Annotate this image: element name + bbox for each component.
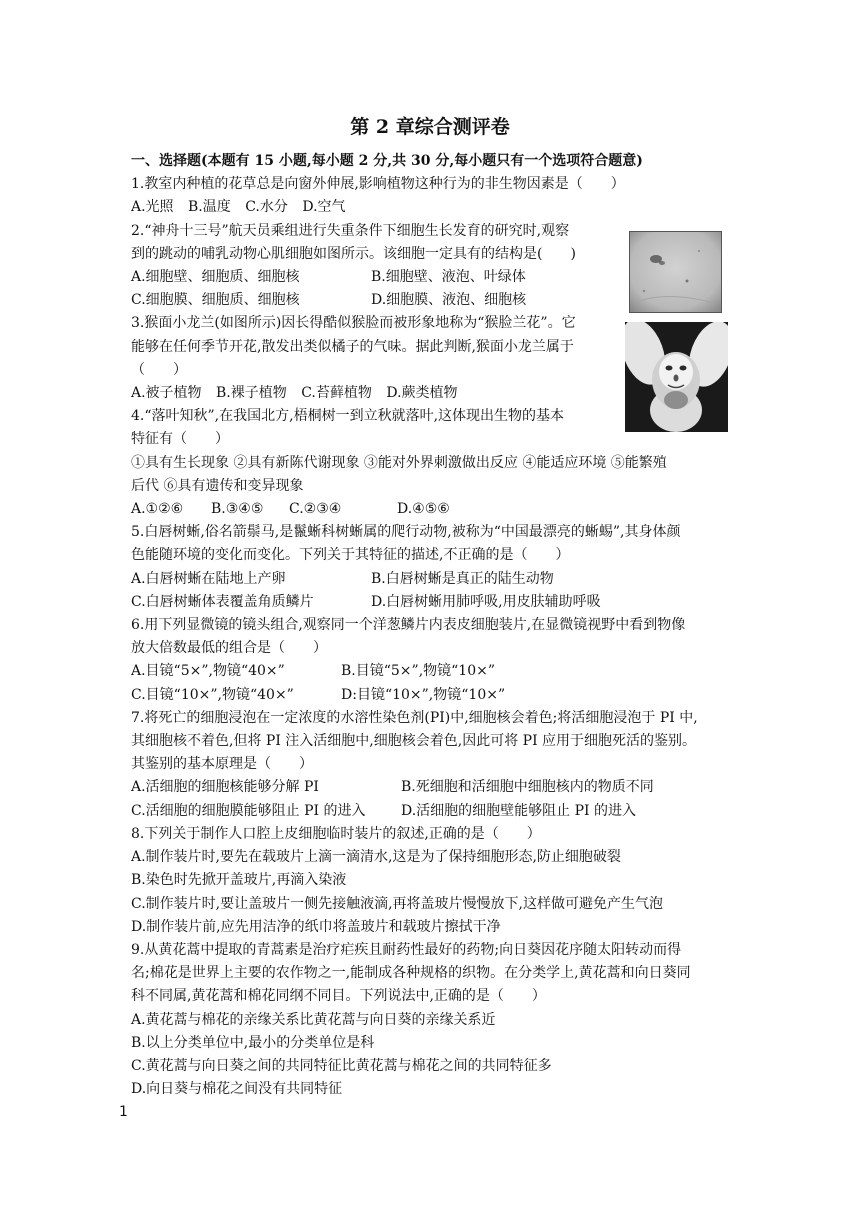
q7-option-a: A.活细胞的细胞核能够分解 PI <box>131 779 319 796</box>
q2-option-d: D.细胞膜、液泡、细胞核 <box>371 292 527 309</box>
q5-option-a: A.白唇树蜥在陆地上产卵 <box>131 570 286 587</box>
q1-option-c: C.水分 <box>245 199 288 216</box>
q9-option-c: C.黄花蒿与向日葵之间的共同特征比黄花蒿与棉花之间的共同特征多 <box>131 1057 552 1074</box>
q5-option-d: D.白唇树蜥用肺呼吸,用皮肤辅助呼吸 <box>371 593 601 610</box>
q8-option-c: C.制作装片时,要让盖玻片一侧先接触液滴,再将盖玻片慢慢放下,这样做可避免产生气泡 <box>131 895 664 912</box>
q2-stem-line: 到的跳动的哺乳动物心肌细胞如图所示。该细胞一定具有的结构是( ) <box>131 245 576 262</box>
q1-stem: 1.教室内种植的花草总是向窗外伸展,影响植物这种行为的非生物因素是（ ） <box>131 176 625 193</box>
q9-stem-line: 9.从黄花蒿中提取的青蒿素是治疗疟疾且耐药性最好的药物;向日葵因花序随太阳转动而得 <box>131 941 682 958</box>
q6-option-b: B.目镜“5×”,物镜“10×” <box>341 663 495 680</box>
q7-stem-line: 其细胞核不着色,但将 PI 注入活细胞中,细胞核会着色,因此可将 PI 应用于细胞死活的鉴别。 <box>131 733 697 750</box>
q3-option-d: D.蕨类植物 <box>386 385 458 402</box>
q9-option-d: D.向日葵与棉花之间没有共同特征 <box>131 1081 343 1098</box>
q2-option-b: B.细胞壁、液泡、叶绿体 <box>371 269 526 286</box>
page-title: 第 2 章综合测评卷 <box>350 116 510 138</box>
q9-stem-line: 科不同属,黄花蒿和棉花同纲不同目。下列说法中,正确的是（ ） <box>131 988 546 1005</box>
q7-option-b: B.死细胞和活细胞中细胞核内的物质不同 <box>401 779 654 796</box>
q1-option-a: A.光照 <box>131 199 174 216</box>
q4-option-c: C.②③④ <box>289 501 342 518</box>
section-heading: 一、选择题(本题有 15 小题,每小题 2 分,共 30 分,每小题只有一个选项符合题意) <box>131 153 643 169</box>
q7-option-d: D.活细胞的细胞壁能够阻止 PI 的进入 <box>401 802 637 819</box>
q7-stem-line: 7.将死亡的细胞浸泡在一定浓度的水溶性染色剂(PI)中,细胞核会着色;将活细胞浸泡于 PI 中, <box>131 709 698 726</box>
q2-option-a: A.细胞壁、细胞质、细胞核 <box>131 269 300 286</box>
q3-option-a: A.被子植物 <box>131 385 202 402</box>
q7-options-row <box>131 776 733 799</box>
q9-stem-line: 名;棉花是世界上主要的农作物之一,能制成各种规格的织物。在分类学上,黄花蒿和向日葵同 <box>131 965 691 982</box>
q4-option-d: D.④⑤⑥ <box>397 501 450 518</box>
q7-option-c: C.活细胞的细胞膜能够阻止 PI 的进入 <box>131 802 366 819</box>
q1-options <box>131 196 733 219</box>
q5-options-row <box>131 568 733 591</box>
q3-stem-line: 能够在任何季节开花,散发出类似橘子的气味。据此判断,猴面小龙兰属于 <box>131 338 574 355</box>
q6-option-d: D:目镜“10×”,物镜“10×” <box>341 686 506 703</box>
q4-option-a: A.①②⑥ <box>131 501 184 518</box>
q5-options-row <box>131 591 733 614</box>
q5-option-c: C.白唇树蜥体表覆盖角质鳞片 <box>131 593 314 610</box>
q5-option-b: B.白唇树蜥是真正的陆生动物 <box>371 570 554 587</box>
q7-options-row <box>131 800 733 823</box>
q9-option-a: A.黄花蒿与棉花的亲缘关系比黄花蒿与向日葵的亲缘关系近 <box>131 1011 496 1028</box>
q2-option-c: C.细胞膜、细胞质、细胞核 <box>131 292 300 309</box>
q9-option-b: B.以上分类单位中,最小的分类单位是科 <box>131 1034 375 1051</box>
q6-stem-line: 6.用下列显微镜的镜头组合,观察同一个洋葱鳞片内表皮细胞装片,在显微镜视野中看到物像 <box>131 617 686 634</box>
q4-options <box>131 498 733 521</box>
q1-option-d: D.空气 <box>302 199 346 216</box>
q3-stem-line: 3.猴面小龙兰(如图所示)因长得酷似猴脸而被形象地称为“猴脸兰花”。它 <box>131 315 576 332</box>
q6-option-a: A.目镜“5×”,物镜“40×” <box>131 663 285 680</box>
q1-option-b: B.温度 <box>188 199 231 216</box>
q4-stem-line: 特征有（ ） <box>131 431 229 448</box>
q6-option-c: C.目镜“10×”,物镜“40×” <box>131 686 294 703</box>
q6-options-row <box>131 684 733 707</box>
q5-stem-line: 5.白唇树蜥,俗名箭鬃马,是鬣蜥科树蜥属的爬行动物,被称为“中国最漂亮的蜥蜴”,其身体颜 <box>131 524 681 541</box>
q4-option-b: B.③④⑤ <box>211 501 264 518</box>
q4-features-line: 后代 ⑥具有遗传和变异现象 <box>131 477 304 494</box>
q8-option-d: D.制作装片前,应先用洁净的纸巾将盖玻片和载玻片擦拭干净 <box>131 918 501 935</box>
q8-option-b: B.染色时先掀开盖玻片,再滴入染液 <box>131 872 347 889</box>
q4-stem-line: 4.“落叶知秋”,在我国北方,梧桐树一到立秋就落叶,这体现出生物的基本 <box>131 408 565 425</box>
page-number: 1 <box>119 1104 128 1120</box>
q8-stem: 8.下列关于制作人口腔上皮细胞临时装片的叙述,正确的是（ ） <box>131 825 541 842</box>
q3-option-c: C.苔藓植物 <box>301 385 372 402</box>
q8-option-a: A.制作装片时,要先在载玻片上滴一滴清水,这是为了保持细胞形态,防止细胞破裂 <box>131 849 621 866</box>
q2-stem-line: 2.“神舟十三号”航天员乘组进行失重条件下细胞生长发育的研究时,观察 <box>131 222 570 239</box>
q3-option-b: B.裸子植物 <box>216 385 287 402</box>
q7-stem-line: 其鉴别的基本原理是（ ） <box>131 756 313 773</box>
q5-stem-line: 色能随环境的变化而变化。下列关于其特征的描述,不正确的是（ ） <box>131 547 570 564</box>
q4-features-line: ①具有生长现象 ②具有新陈代谢现象 ③能对外界刺激做出反应 ④能适应环境 ⑤能繁殖 <box>131 454 667 471</box>
cardiomyocyte-micrograph-image <box>629 231 722 313</box>
q6-stem-line: 放大倍数最低的组合是（ ） <box>131 640 327 657</box>
q6-options-row <box>131 660 733 683</box>
q3-stem-line: （ ） <box>131 361 187 378</box>
monkey-orchid-image <box>625 322 728 432</box>
